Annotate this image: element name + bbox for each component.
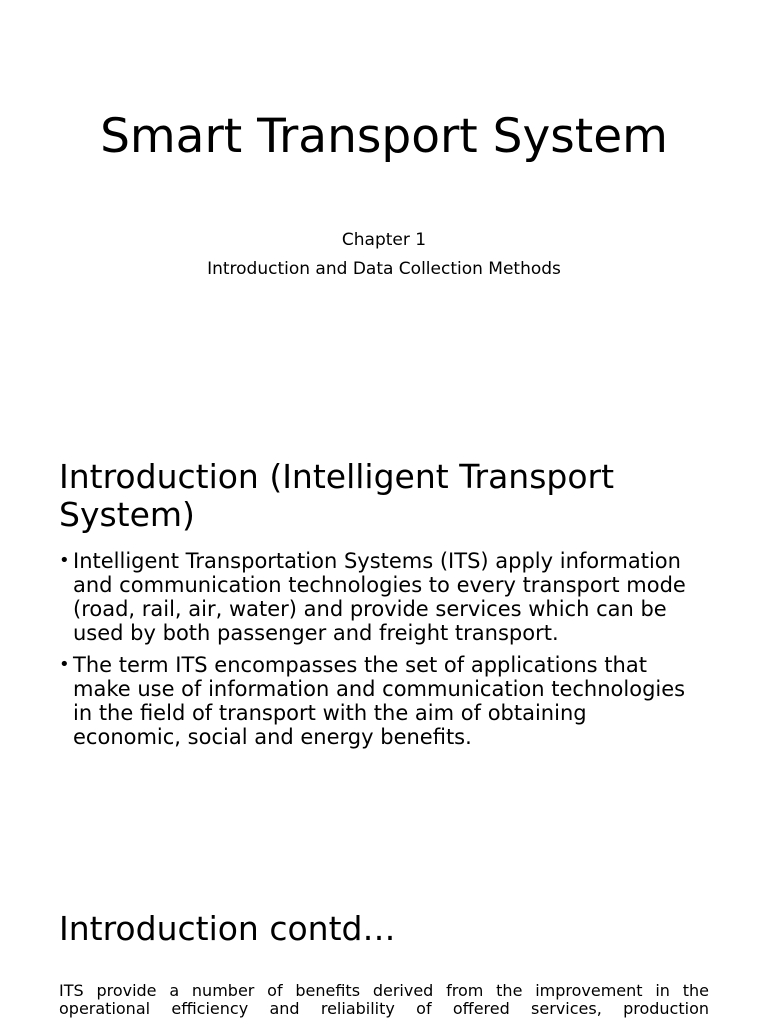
intro-contd-slide — [0, 890, 768, 1024]
chapter-subtitle: Introduction and Data Collection Methods — [207, 259, 561, 279]
intro-heading: Introduction (Intelligent Transport System) — [59, 457, 615, 534]
bullet-text: The term ITS encompasses the set of applications that make use of information and communication technologies in the field of transport with the aim of obtaining economic, social and energy benefits. — [73, 653, 686, 749]
chapter-label: Chapter 1 — [341, 230, 427, 250]
bullet-item — [59, 549, 699, 645]
intro-bullet-list — [59, 549, 699, 757]
bullet-text: Intelligent Transportation Systems (ITS) apply information and communication technologies to every transport mode (road, rail, air, water) and provide services which can be used by both passenger and freight transport. — [73, 549, 686, 645]
bullet-dot-icon: • — [59, 550, 70, 571]
contd-heading: Introduction contd… — [59, 909, 396, 948]
title-slide — [0, 0, 768, 420]
slide-title: Smart Transport System — [100, 109, 668, 164]
bullet-item — [59, 653, 699, 749]
bullet-dot-icon: • — [59, 654, 70, 675]
intro-slide — [0, 420, 768, 890]
contd-body-text: ITS provide a number of benefits derived from the improvement in the operational efficiency and reliability of offered services, production — [59, 981, 709, 1018]
